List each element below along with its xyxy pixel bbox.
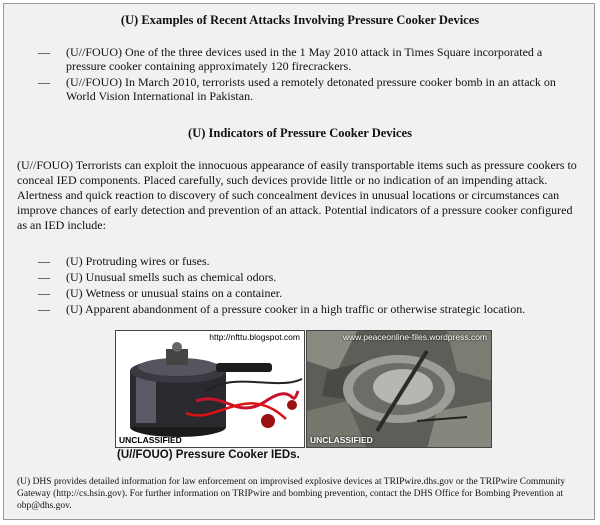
list-item-text: (U) Unusual smells such as chemical odors. [66, 270, 277, 284]
footer-note: (U) DHS provides detailed information for law enforcement on improvised explosive devices at TRIPwire.dhs.gov or the TRIPwire Community Gateway (http://cs.hsin.gov). For further information on TRIPwire and bombing prevention, contact the DHS Office for Bombing Prevention at obp@dhs.gov. [17, 477, 566, 511]
list-item [38, 270, 593, 284]
section-heading-attacks: (U) Examples of Recent Attacks Involving Pressure Cooker Devices [120, 13, 480, 27]
photo-source-url: www.peaceonline-files.wordpress.com [342, 332, 487, 342]
classification-stamp: UNCLASSIFIED [119, 435, 182, 445]
classification-stamp: UNCLASSIFIED [310, 435, 373, 445]
list-item [38, 254, 593, 268]
list-item [38, 75, 563, 103]
dash-marker: — [38, 302, 50, 316]
list-item-text: (U) Wetness or unusual stains on a container. [66, 286, 283, 300]
photo-source-url: http://nfttu.blogspot.com [209, 332, 300, 342]
list-item-text: (U//FOUO) In March 2010, terrorists used a remotely detonated pressure cooker bomb in an attack on World Vision International in Pakistan. [66, 75, 556, 103]
list-item [38, 302, 593, 316]
rubble-cooker-illustration [307, 331, 492, 448]
list-item [38, 286, 593, 300]
pressure-cooker-photo-right [306, 330, 492, 448]
indicators-paragraph: (U//FOUO) Terrorists can exploit the innocuous appearance of easily transportable items such as pressure cookers to conceal IED components. Placed carefully, such devices provide little or no indication of an impending attack. Alertness and quick reaction to discovery of such concealment devices in unusual locations or circumstances can improve chances of early detection and prevention of an attack. Potential indicators of a pressure cooker configured as an IED include: [17, 158, 577, 232]
list-item-text: (U) Apparent abandonment of a pressure cooker in a high traffic or otherwise strategic location. [66, 302, 526, 316]
attack-examples-list [38, 45, 563, 105]
dash-marker: — [38, 286, 50, 300]
list-item-text: (U) Protruding wires or fuses. [66, 254, 210, 268]
dash-marker: — [38, 45, 50, 59]
dash-marker: — [38, 254, 50, 268]
list-item-text: (U//FOUO) One of the three devices used in the 1 May 2010 attack in Times Square incorporated a pressure cooker containing approximately 120 firecrackers. [66, 45, 543, 73]
pressure-cooker-photo-left [115, 330, 305, 448]
indicators-list [38, 254, 593, 318]
dash-marker: — [38, 270, 50, 284]
document-box [3, 3, 595, 520]
section-heading-indicators: (U) Indicators of Pressure Cooker Devices [188, 126, 412, 140]
figure-caption: (U//FOUO) Pressure Cooker IEDs. [117, 449, 300, 461]
list-item [38, 45, 563, 73]
dash-marker: — [38, 75, 50, 89]
pressure-cooker-illustration [116, 331, 305, 448]
